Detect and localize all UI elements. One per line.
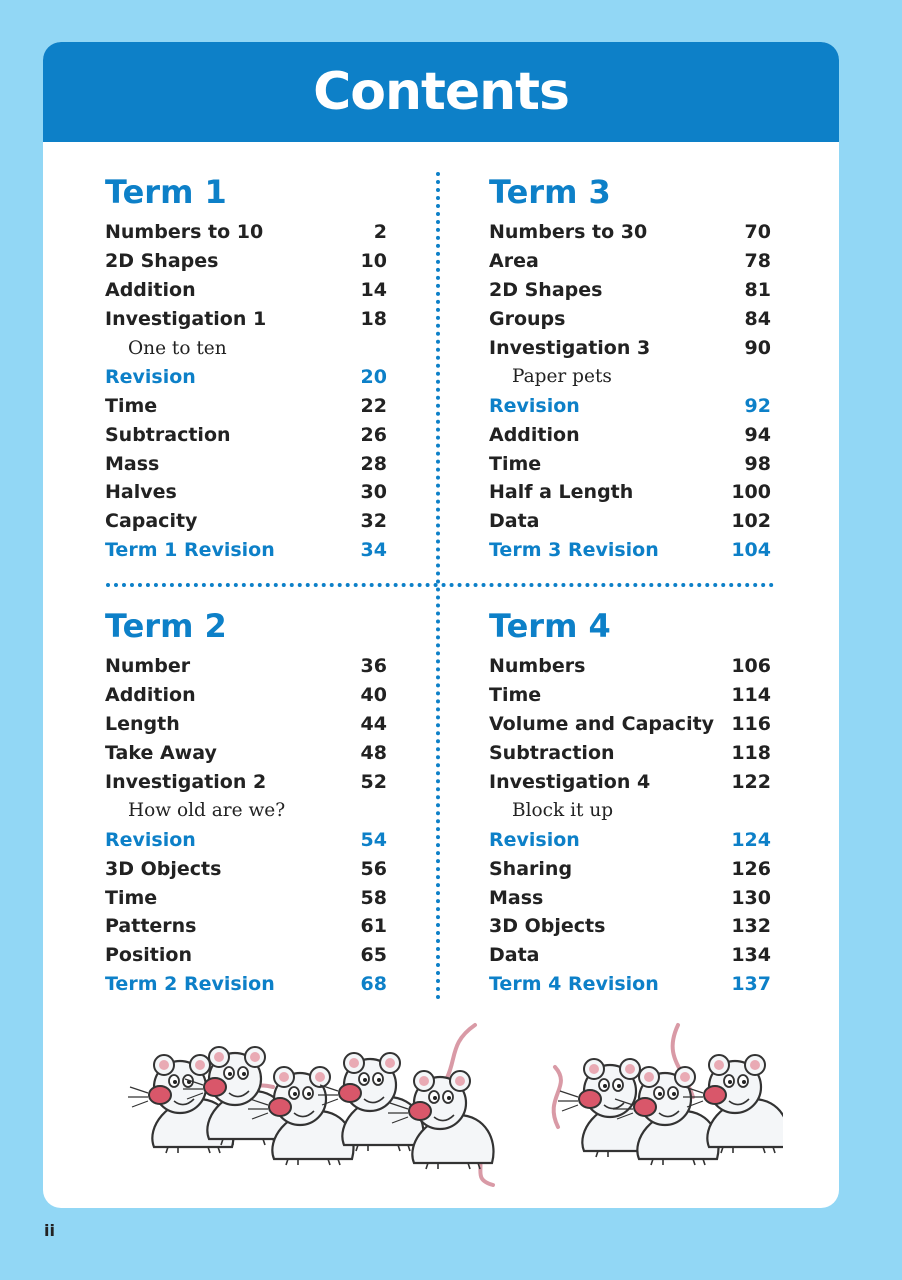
toc-entry[interactable] — [489, 681, 771, 710]
toc-entry-page: 28 — [360, 452, 387, 475]
toc-entry-label: Investigation 1 — [105, 308, 267, 331]
toc-entry-page: 78 — [744, 250, 771, 273]
toc-entry[interactable] — [489, 305, 771, 334]
toc-entry-page: 116 — [731, 713, 771, 736]
page-title: Contents — [313, 62, 569, 122]
toc-entry-label: Number — [105, 655, 191, 678]
term-title: Term 3 — [489, 173, 611, 211]
term-1-section — [105, 170, 387, 565]
toc-entry[interactable] — [105, 449, 387, 478]
toc-entry[interactable] — [489, 247, 771, 276]
toc-entry[interactable] — [105, 247, 387, 276]
toc-entry-label: Area — [489, 250, 539, 273]
toc-entry-label: Investigation 4 — [489, 771, 651, 793]
toc-entry-page: 114 — [731, 684, 771, 707]
toc-entry[interactable] — [105, 710, 387, 739]
toc-entry-page: 132 — [731, 915, 771, 938]
toc-entry-page: 56 — [360, 857, 387, 880]
term-3-section — [489, 170, 771, 565]
toc-entry-term-revision[interactable] — [105, 536, 387, 565]
toc-entry-label: Addition — [105, 279, 196, 302]
toc-entry-label: Data — [489, 944, 540, 967]
toc-entry-label: Volume and Capacity — [489, 713, 715, 736]
toc-entry-term-revision[interactable] — [489, 970, 771, 999]
toc-entry-label: 3D Objects — [105, 857, 222, 880]
toc-entry-label: Time — [489, 452, 542, 475]
toc-entry-page: 98 — [744, 452, 771, 475]
toc-entry-label: Subtraction — [105, 423, 231, 446]
toc-entry-label: 2D Shapes — [489, 279, 603, 302]
toc-entry-page: 104 — [731, 539, 771, 562]
toc-entry-page: 48 — [360, 742, 387, 765]
toc-entry[interactable] — [489, 854, 771, 883]
toc-entry-page: 70 — [744, 221, 771, 244]
toc-entry[interactable] — [105, 420, 387, 449]
toc-entry-label: Time — [489, 684, 542, 707]
toc-entry-label: Mass — [489, 886, 544, 909]
toc-entry-page: 92 — [744, 394, 771, 417]
toc-entry-page: 94 — [744, 423, 771, 446]
toc-entry-label: Take Away — [105, 742, 217, 765]
toc-entry-label: Halves — [105, 481, 177, 504]
toc-entry-page: 122 — [731, 771, 771, 793]
toc-subentry — [489, 796, 771, 825]
toc-entry[interactable] — [489, 941, 771, 970]
toc-subentry — [105, 334, 387, 363]
toc-entry[interactable] — [489, 739, 771, 768]
toc-entry[interactable] — [105, 739, 387, 768]
toc-entry-page: 102 — [731, 510, 771, 533]
toc-entry-page: 61 — [360, 915, 387, 938]
toc-entry-label: 3D Objects — [489, 915, 606, 938]
toc-subentry — [105, 796, 387, 825]
toc-entry-label: Mass — [105, 452, 160, 475]
mouse-tail — [554, 1067, 561, 1127]
toc-entry-label: Numbers to 30 — [489, 221, 648, 244]
toc-entry[interactable] — [489, 768, 771, 797]
toc-entry[interactable] — [489, 652, 771, 681]
toc-entry-page: 32 — [360, 510, 387, 533]
toc-entry[interactable] — [105, 478, 387, 507]
toc-entry-page: 18 — [360, 308, 387, 331]
toc-entry[interactable] — [105, 883, 387, 912]
page-number: ii — [44, 1221, 55, 1240]
toc-entry-label: Length — [105, 713, 180, 736]
contents-card — [43, 42, 839, 1208]
toc-entry-page: 2 — [373, 221, 387, 244]
toc-entry[interactable] — [489, 478, 771, 507]
toc-entry-revision[interactable] — [105, 825, 387, 854]
toc-entry-label: Addition — [489, 423, 580, 446]
toc-entry-page: 124 — [731, 828, 771, 851]
toc-entry-label: Addition — [105, 684, 196, 707]
toc-entry-label: Term 2 Revision — [105, 973, 275, 996]
mice-illustration — [103, 1017, 783, 1187]
toc-entry-label: Revision — [105, 828, 196, 851]
toc-entry-label: Patterns — [105, 915, 197, 938]
toc-entry-page: 34 — [360, 539, 387, 562]
toc-entry-page: 130 — [731, 886, 771, 909]
toc-entry-label: Groups — [489, 308, 566, 331]
toc-entry-revision[interactable] — [489, 391, 771, 420]
toc-entry-page: 22 — [360, 394, 387, 417]
toc-entry-term-revision[interactable] — [105, 970, 387, 999]
toc-entry-page: 14 — [360, 279, 387, 302]
toc-entry-page: 52 — [360, 771, 387, 793]
toc-entry-label: Term 4 Revision — [489, 973, 659, 996]
toc-entry-term-revision[interactable] — [489, 536, 771, 565]
toc-entry[interactable] — [105, 941, 387, 970]
term-title: Term 4 — [489, 607, 611, 645]
toc-entry-page: 106 — [731, 655, 771, 678]
toc-entry-label: Sharing — [489, 857, 573, 880]
toc-entry-page: 90 — [744, 337, 771, 359]
toc-entry-page: 118 — [731, 742, 771, 765]
toc-entry-page: 40 — [360, 684, 387, 707]
toc-entry-page: 134 — [731, 944, 771, 967]
toc-entry-label: Position — [105, 944, 192, 967]
term-title: Term 2 — [105, 607, 227, 645]
toc-entry-label: Capacity — [105, 510, 198, 533]
toc-entry-label: 2D Shapes — [105, 250, 219, 273]
toc-entry-label: Time — [105, 886, 158, 909]
toc-entry-page: 44 — [360, 713, 387, 736]
toc-entry-label: Subtraction — [489, 742, 615, 765]
toc-entry-label: Data — [489, 510, 540, 533]
toc-entry[interactable] — [105, 276, 387, 305]
toc-entry-revision[interactable] — [105, 362, 387, 391]
toc-entry-page: 20 — [360, 365, 387, 388]
toc-subentry-label: How old are we? — [128, 800, 286, 822]
term-title: Term 1 — [105, 173, 227, 211]
toc-entry[interactable] — [105, 854, 387, 883]
toc-entry-page: 58 — [360, 886, 387, 909]
toc-subentry-label: Block it up — [512, 800, 614, 822]
toc-entry-label: Revision — [489, 828, 580, 851]
toc-entry-label: Numbers to 10 — [105, 221, 264, 244]
toc-entry-page: 26 — [360, 423, 387, 446]
toc-entry[interactable] — [105, 218, 387, 247]
toc-entry[interactable] — [105, 391, 387, 420]
toc-entry-page: 30 — [360, 481, 387, 504]
toc-entry[interactable] — [489, 218, 771, 247]
toc-entry-label: Revision — [489, 394, 580, 417]
toc-subentry-label: One to ten — [128, 337, 227, 359]
toc-subentry — [489, 362, 771, 391]
toc-entry[interactable] — [105, 768, 387, 797]
term-4-section — [489, 604, 771, 999]
toc-entry-page: 10 — [360, 250, 387, 273]
toc-entry-label: Investigation 2 — [105, 771, 267, 793]
toc-entry-page: 68 — [360, 973, 387, 996]
toc-entry[interactable] — [105, 507, 387, 536]
toc-entry-page: 65 — [360, 944, 387, 967]
toc-subentry-label: Paper pets — [512, 366, 612, 388]
toc-entry[interactable] — [489, 334, 771, 363]
toc-entry-label: Numbers — [489, 655, 586, 678]
toc-entry[interactable] — [489, 276, 771, 305]
toc-entry-label: Half a Length — [489, 481, 634, 504]
toc-entry[interactable] — [489, 912, 771, 941]
toc-entry-page: 126 — [731, 857, 771, 880]
toc-entry-label: Revision — [105, 365, 196, 388]
toc-entry-page: 54 — [360, 828, 387, 851]
toc-entry[interactable] — [489, 420, 771, 449]
term-2-section — [105, 604, 387, 999]
toc-entry[interactable] — [489, 449, 771, 478]
toc-entry[interactable] — [489, 883, 771, 912]
toc-entry[interactable] — [105, 305, 387, 334]
toc-entry[interactable] — [489, 507, 771, 536]
toc-entry-label: Term 1 Revision — [105, 539, 275, 562]
toc-entry[interactable] — [105, 912, 387, 941]
toc-entry-label: Time — [105, 394, 158, 417]
toc-entry[interactable] — [105, 681, 387, 710]
toc-entry-page: 137 — [731, 973, 771, 996]
contents-header — [43, 42, 839, 142]
toc-entry[interactable] — [489, 710, 771, 739]
toc-entry-revision[interactable] — [489, 825, 771, 854]
toc-entry-page: 84 — [744, 308, 771, 331]
toc-entry-label: Term 3 Revision — [489, 539, 659, 562]
toc-entry[interactable] — [105, 652, 387, 681]
toc-entry-page: 81 — [744, 279, 771, 302]
toc-entry-label: Investigation 3 — [489, 337, 651, 359]
toc-entry-page: 100 — [731, 481, 771, 504]
horizontal-dotted-divider — [106, 583, 774, 587]
toc-entry-page: 36 — [360, 655, 387, 678]
